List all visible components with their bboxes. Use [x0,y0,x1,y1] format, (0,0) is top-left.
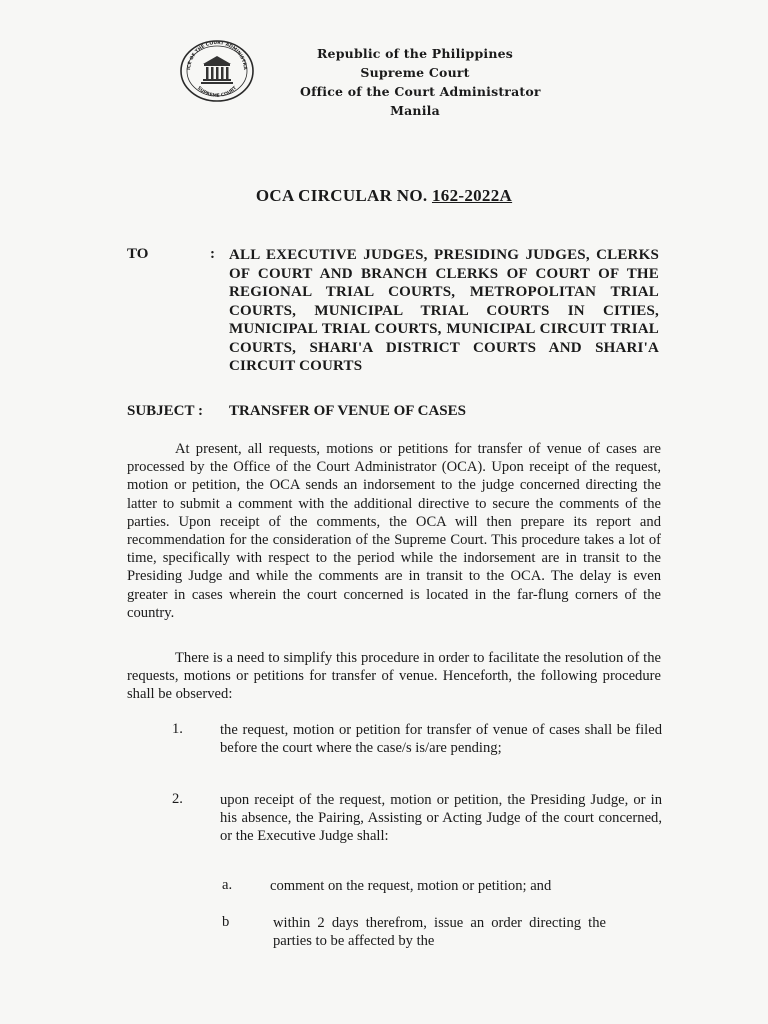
letterhead-office: Office of the Court Administrator [300,84,541,99]
to-label: TO [127,246,149,262]
subject-text: TRANSFER OF VENUE OF CASES [229,403,466,419]
letterhead-republic: Republic of the Philippines [316,46,514,61]
subject-label: SUBJECT : [127,403,203,419]
letterhead-supreme-court: Supreme Court [360,65,470,80]
sublist-item-letter: b [222,914,230,930]
svg-text:SUPREME COURT: SUPREME COURT [196,85,238,99]
sublist-item-text: within 2 days therefrom, issue an order directing the parties to be affected by the [273,915,606,950]
to-recipients: ALL EXECUTIVE JUDGES, PRESIDING JUDGES, CLERKS OF COURT AND BRANCH CLERKS OF COURT OF THE REGIONAL TRIAL COURTS, METROPOLITAN TRIAL COURTS, MUNICIPAL TRIAL COURTS IN CITIES, MUNICIPAL TRIAL COURTS, MUNICIPAL CIRCUIT TRIAL COURTS, SHARI'A DISTRICT COURTS AND SHARI'A CIRCUIT COURTS [229,247,659,374]
letterhead [300,44,541,120]
circular-title [0,186,768,206]
list-item-text: upon receipt of the request, motion or petition, the Presiding Judge, or in his absence, the Pairing, Assisting or Acting Judge of the court concerned, or the Executive Judge shall: [220,792,662,845]
list-item-text: the request, motion or petition for transfer of venue of cases shall be filed before the court where the case/s is/are pending; [220,722,662,757]
circular-number: 162-2022A [431,186,513,205]
circular-title-prefix: OCA CIRCULAR NO. [255,186,428,205]
court-seal-icon [178,38,256,104]
paragraph-background: At present, all requests, motions or petitions for transfer of venue of cases are processed by the Office of the Court Administrator (OCA). Upon receipt of the request, motion or petition, the OCA sends an indorsement to the judge concerned directing the latter to submit a comment with the additional directive to secure the comments of the parties. Upon receipt of the comments, the OCA will then prepare its report and recommendation for the consideration of the Supreme Court. This procedure takes a lot of time, specifically with respect to the period while the indorsement are in transit to the Presiding Judge and while the comments are in transit to the OCA. The delay is even greater in cases wherein the court concerned is located in the far-flung corners of the country. [127,441,661,621]
list-item-number: 2. [172,791,183,807]
paragraph-procedure-intro: There is a need to simplify this procedure in order to facilitate the resolution of the requests, motions or petitions for transfer of venue. Henceforth, the following procedure shall be observed: [127,650,661,703]
letterhead-city: Manila [390,103,440,118]
to-colon: : [210,246,215,262]
sublist-item-text: comment on the request, motion or petition; and [270,878,552,894]
sublist-item-letter: a. [222,877,233,893]
svg-text:OFFICE OF THE COURT ADMINISTRA: ICE OF THE COURT ADMINISTRA [187,40,247,71]
list-item-number: 1. [172,721,183,737]
